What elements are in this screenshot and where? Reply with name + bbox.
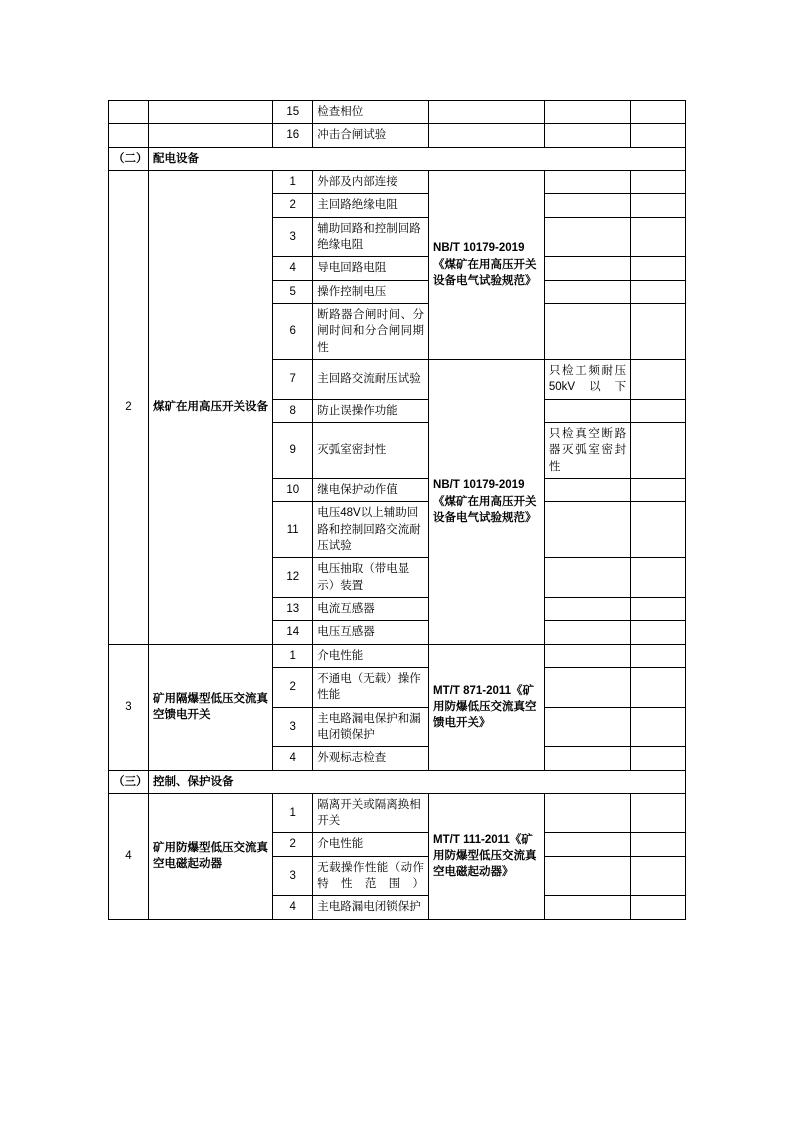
section-label: （二）	[109, 147, 149, 170]
cell-note	[544, 478, 630, 501]
cell-no: 2	[273, 833, 313, 856]
cell-extra	[631, 303, 686, 359]
cell-standard: NB/T 10179-2019《煤矿在用高压开关设备电气试验规范》	[429, 359, 545, 644]
cell-item: 操作控制电压	[313, 280, 429, 303]
cell-group: 4	[109, 793, 149, 919]
cell-no: 6	[273, 303, 313, 359]
table-row	[109, 101, 686, 124]
cell-extra	[631, 101, 686, 124]
cell-note	[544, 621, 630, 644]
cell-no: 14	[273, 621, 313, 644]
cell-item: 电压48V以上辅助回路和控制回路交流耐压试验	[313, 502, 429, 558]
table-section-row	[109, 147, 686, 170]
cell-extra	[631, 747, 686, 770]
cell-extra	[631, 359, 686, 399]
cell-extra	[631, 667, 686, 707]
cell-item: 电流互感器	[313, 597, 429, 620]
cell-standard	[429, 101, 545, 124]
cell-no: 9	[273, 422, 313, 478]
cell-item: 辅助回路和控制回路绝缘电阻	[313, 217, 429, 257]
cell-item: 导电回路电阻	[313, 257, 429, 280]
cell-note	[544, 217, 630, 257]
cell-extra	[631, 478, 686, 501]
cell-extra	[631, 257, 686, 280]
cell-group: 3	[109, 644, 149, 770]
table-row	[109, 124, 686, 147]
cell-no: 10	[273, 478, 313, 501]
cell-extra	[631, 217, 686, 257]
cell-standard: MT/T 871-2011《矿用防爆低压交流真空馈电开关》	[429, 644, 545, 770]
cell-note	[544, 303, 630, 359]
cell-no: 3	[273, 217, 313, 257]
cell-extra	[631, 422, 686, 478]
cell-standard: MT/T 111-2011《矿用防爆型低压交流真空电磁起动器》	[429, 793, 545, 919]
cell-group	[109, 101, 149, 124]
cell-note	[544, 747, 630, 770]
cell-item: 外部及内部连接	[313, 170, 429, 193]
cell-note	[544, 707, 630, 747]
cell-note	[544, 597, 630, 620]
cell-extra	[631, 793, 686, 833]
cell-note	[544, 399, 630, 422]
cell-extra	[631, 896, 686, 919]
cell-no: 7	[273, 359, 313, 399]
inspection-items-table	[108, 100, 686, 920]
cell-extra	[631, 170, 686, 193]
cell-no: 4	[273, 257, 313, 280]
cell-item: 检查相位	[313, 101, 429, 124]
table-row	[109, 170, 686, 193]
cell-extra	[631, 597, 686, 620]
cell-item: 无载操作性能（动作特性范围）	[313, 856, 429, 896]
cell-item: 继电保护动作值	[313, 478, 429, 501]
cell-category: 煤矿在用高压开关设备	[149, 170, 273, 644]
cell-item: 主回路绝缘电阻	[313, 194, 429, 217]
cell-extra	[631, 856, 686, 896]
cell-note	[544, 644, 630, 667]
cell-no: 1	[273, 793, 313, 833]
cell-note	[544, 280, 630, 303]
cell-no: 2	[273, 194, 313, 217]
cell-note: 只检工频耐压50kV以下	[544, 359, 630, 399]
cell-no: 11	[273, 502, 313, 558]
cell-extra	[631, 194, 686, 217]
cell-group: 2	[109, 170, 149, 644]
cell-extra	[631, 558, 686, 598]
cell-no: 13	[273, 597, 313, 620]
cell-no: 8	[273, 399, 313, 422]
cell-note	[544, 257, 630, 280]
cell-item: 电压抽取（带电显示）装置	[313, 558, 429, 598]
cell-extra	[631, 833, 686, 856]
cell-category: 矿用隔爆型低压交流真空馈电开关	[149, 644, 273, 770]
cell-note	[544, 101, 630, 124]
cell-note	[544, 667, 630, 707]
cell-item: 主电路漏电保护和漏电闭锁保护	[313, 707, 429, 747]
cell-extra	[631, 644, 686, 667]
section-title: 控制、保护设备	[149, 770, 686, 793]
cell-item: 外观标志检查	[313, 747, 429, 770]
cell-extra	[631, 280, 686, 303]
cell-extra	[631, 399, 686, 422]
cell-item: 防止误操作功能	[313, 399, 429, 422]
table-row	[109, 793, 686, 833]
cell-item: 介电性能	[313, 833, 429, 856]
cell-item: 不通电（无载）操作性能	[313, 667, 429, 707]
cell-no: 15	[273, 101, 313, 124]
cell-note	[544, 502, 630, 558]
cell-note	[544, 124, 630, 147]
cell-extra	[631, 621, 686, 644]
cell-no: 16	[273, 124, 313, 147]
cell-item: 灭弧室密封性	[313, 422, 429, 478]
cell-note	[544, 194, 630, 217]
cell-category: 矿用防爆型低压交流真空电磁起动器	[149, 793, 273, 919]
cell-extra	[631, 707, 686, 747]
cell-no: 3	[273, 707, 313, 747]
section-title: 配电设备	[149, 147, 686, 170]
cell-category	[149, 124, 273, 147]
table-row	[109, 644, 686, 667]
cell-no: 4	[273, 896, 313, 919]
cell-standard	[429, 124, 545, 147]
cell-note	[544, 558, 630, 598]
cell-standard: NB/T 10179-2019《煤矿在用高压开关设备电气试验规范》	[429, 170, 545, 359]
cell-item: 主回路交流耐压试验	[313, 359, 429, 399]
cell-note	[544, 896, 630, 919]
cell-no: 1	[273, 170, 313, 193]
cell-no: 2	[273, 667, 313, 707]
cell-note	[544, 833, 630, 856]
cell-category	[149, 101, 273, 124]
cell-item: 断路器合闸时间、分闸时间和分合闸同期性	[313, 303, 429, 359]
table-section-row	[109, 770, 686, 793]
cell-no: 1	[273, 644, 313, 667]
cell-item: 电压互感器	[313, 621, 429, 644]
cell-note: 只检真空断路器灭弧室密封性	[544, 422, 630, 478]
cell-note	[544, 856, 630, 896]
cell-note	[544, 793, 630, 833]
cell-item: 隔离开关或隔离换相开关	[313, 793, 429, 833]
cell-item: 介电性能	[313, 644, 429, 667]
cell-note	[544, 170, 630, 193]
cell-extra	[631, 502, 686, 558]
cell-no: 12	[273, 558, 313, 598]
cell-item: 冲击合闸试验	[313, 124, 429, 147]
cell-no: 3	[273, 856, 313, 896]
cell-item: 主电路漏电闭锁保护	[313, 896, 429, 919]
cell-no: 4	[273, 747, 313, 770]
cell-extra	[631, 124, 686, 147]
section-label: （三）	[109, 770, 149, 793]
cell-no: 5	[273, 280, 313, 303]
cell-group	[109, 124, 149, 147]
